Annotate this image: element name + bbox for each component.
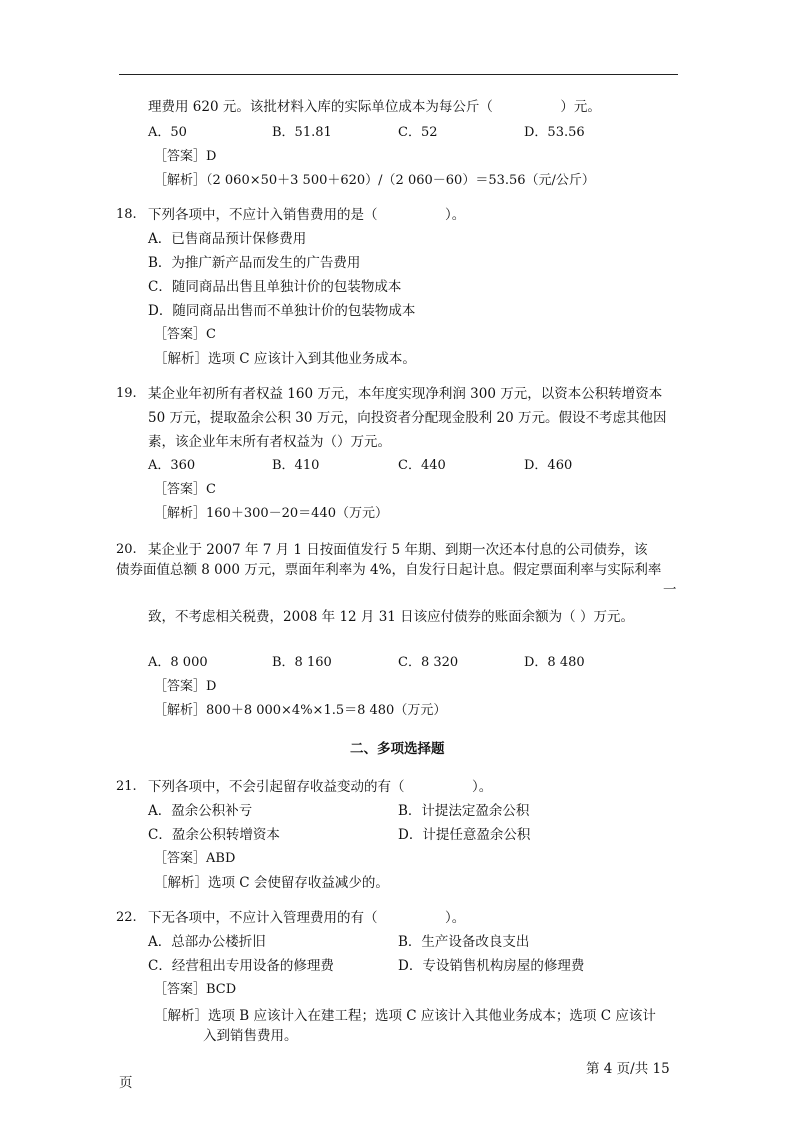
q18-option-c: C．随同商品出售且单独计价的包装物成本: [148, 279, 402, 295]
q19-option-b: B．410: [272, 458, 320, 473]
q20-stem-line1: 某企业于 2007 年 7 月 1 日按面值发行 5 年期、到期一次还本付息的公司债券，该: [148, 542, 648, 558]
q21-answer: ［答案］ABD: [154, 851, 236, 866]
q22-option-c: C．经营租出专用设备的修理费: [148, 958, 334, 974]
q17-option-a: A．50: [148, 125, 187, 140]
q21-option-c: C．盈余公积转增资本: [148, 827, 280, 843]
q17-analysis: ［解析］（2 060×50＋3 500＋620）/（2 060－60）＝53.56（元/公斤）: [154, 173, 595, 188]
q22-analysis-line1: ［解析］选项 B 应该计入在建工程；选项 C 应该计入其他业务成本；选项 C 应该计: [154, 1008, 656, 1024]
q19-stem-line2: 50 万元，提取盈余公积 30 万元，向投资者分配现金股利 20 万元。假设不考虑其他因: [148, 410, 667, 426]
q20-option-a: A．8 000: [148, 655, 208, 670]
q18-option-b: B．为推广新产品而发生的广告费用: [148, 255, 361, 271]
q22-stem: 下无各项中，不应计入管理费用的有（ ）。: [148, 910, 466, 926]
q19-option-a: A．360: [148, 458, 196, 473]
q18-option-a: A．已售商品预计保修费用: [148, 231, 307, 247]
q21-option-b: B．计提法定盈余公积: [398, 803, 530, 819]
q19-analysis: ［解析］160＋300－20＝440（万元）: [154, 506, 388, 521]
q18-number: 18.: [116, 207, 137, 222]
q20-stem-line3: 致，不考虑相关税费，2008 年 12 月 31 日该应付债券的账面余额为（ ）万元。: [148, 609, 634, 625]
q18-answer: ［答案］C: [154, 327, 216, 342]
q18-option-d: D．随同商品出售而不单独计价的包装物成本: [148, 303, 416, 319]
q17-option-d: D．53.56: [524, 125, 585, 140]
q21-option-d: D．计提任意盈余公积: [398, 827, 531, 843]
q22-number: 22.: [116, 910, 137, 925]
q17-option-b: B．51.81: [272, 125, 332, 140]
page-number: 第 4 页/共 15: [586, 1061, 670, 1077]
q22-option-a: A．总部办公楼折旧: [148, 934, 266, 950]
q20-answer: ［答案］D: [154, 679, 217, 694]
q20-number: 20.: [116, 542, 137, 557]
q18-analysis: ［解析］选项 C 应该计入到其他业务成本。: [154, 351, 416, 367]
q19-stem-line1: 某企业年初所有者权益 160 万元，本年度实现净利润 300 万元，以资本公积转增资本: [148, 386, 663, 402]
q21-option-a: A．盈余公积补亏: [148, 803, 253, 819]
q20-analysis: ［解析］800＋8 000×4%×1.5＝8 480（万元）: [154, 703, 447, 718]
q20-stem-line2-hyphen: 一: [663, 582, 677, 598]
section-heading: 二、多项选择题: [350, 741, 445, 757]
q19-option-c: C．440: [398, 458, 446, 473]
q19-answer: ［答案］C: [154, 482, 216, 497]
q17-option-c: C．52: [398, 125, 438, 140]
q17-stem-cont: 理费用 620 元。该批材料入库的实际单位成本为每公斤（ ）元。: [148, 99, 601, 115]
q19-option-d: D．460: [524, 458, 573, 473]
q18-stem: 下列各项中，不应计入销售费用的是（ ）。: [148, 207, 466, 223]
q22-option-d: D．专设销售机构房屋的修理费: [398, 958, 585, 974]
q22-answer: ［答案］BCD: [154, 982, 237, 997]
q21-number: 21.: [116, 779, 137, 794]
q21-analysis: ［解析］选项 C 会使留存收益减少的。: [154, 875, 389, 891]
q22-option-b: B．生产设备改良支出: [398, 934, 530, 950]
header-rule: [119, 74, 678, 75]
q20-option-b: B．8 160: [272, 655, 332, 670]
q19-number: 19.: [116, 386, 137, 401]
q21-stem: 下列各项中，不会引起留存收益变动的有（ ）。: [148, 779, 493, 795]
q20-stem-line2: 债券面值总额 8 000 万元，票面年利率为 4%，自发行日起计息。假定票面利率与实际利率: [116, 562, 662, 578]
q17-answer: ［答案］D: [154, 149, 217, 164]
page-number-wrap: 页: [119, 1075, 133, 1091]
q20-option-c: C．8 320: [398, 655, 459, 670]
q20-option-d: D．8 480: [524, 655, 585, 670]
q22-analysis-line2: 入到销售费用。: [203, 1028, 298, 1044]
q19-stem-line3: 素，该企业年末所有者权益为（）万元。: [148, 434, 391, 450]
